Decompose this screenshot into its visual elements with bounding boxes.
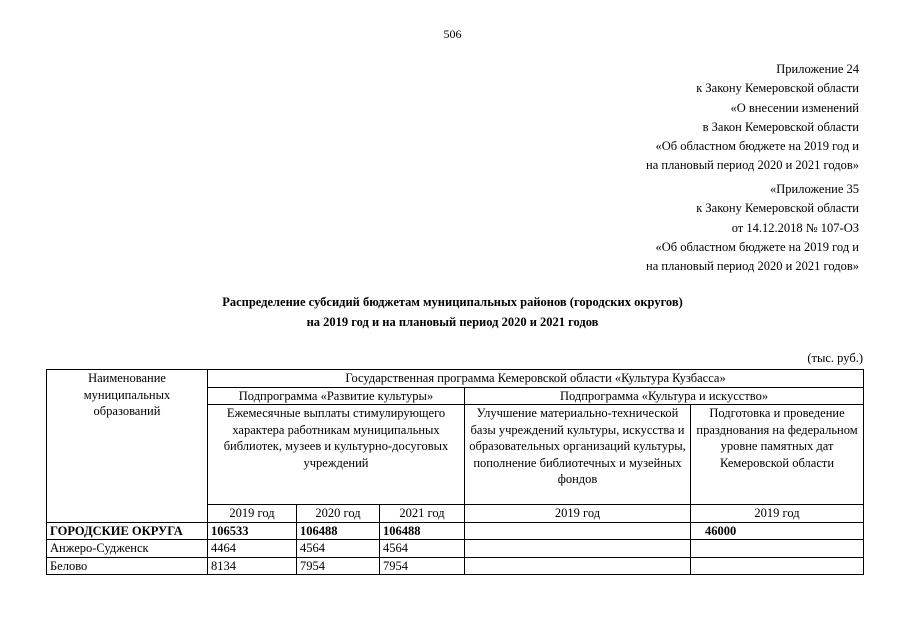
row-value-2021: 4564 <box>380 540 465 558</box>
subsidies-table <box>46 369 864 575</box>
row-value-2019: 4464 <box>208 540 297 558</box>
table-row <box>47 522 864 540</box>
title-line: на 2019 год и на плановый период 2020 и 2021 годов <box>306 315 599 329</box>
header-subprogram-development: Подпрограмма «Развитие культуры» <box>208 387 465 405</box>
row-value-material <box>465 557 691 575</box>
units-label: (тыс. руб.) <box>807 351 863 365</box>
annex-header-24 <box>559 60 859 176</box>
header-subprogram-culture-arts: Подпрограмма «Культура и искусство» <box>465 387 864 405</box>
row-value-2020: 106488 <box>297 522 380 540</box>
annex-line: «Об областном бюджете на 2019 год и <box>655 139 859 154</box>
annex-line: в Закон Кемеровской области <box>702 119 859 134</box>
header-year-2019-memorial: 2019 год <box>691 505 864 523</box>
page-number: 506 <box>443 27 462 41</box>
annex-line: к Закону Кемеровской области <box>696 81 859 96</box>
document-title <box>0 292 905 332</box>
row-value-2019: 106533 <box>208 522 297 540</box>
header-municipality-name: Наименование муниципальных образований <box>47 370 208 523</box>
header-year-2020: 2020 год <box>297 505 380 523</box>
table-row <box>47 540 864 558</box>
annex-line: на плановый период 2020 и 2021 годов» <box>646 259 859 274</box>
row-value-memorial <box>691 557 864 575</box>
annex-line: «О внесении изменений <box>730 100 859 115</box>
header-year-2021: 2021 год <box>380 505 465 523</box>
row-name: Анжеро-Судженск <box>47 540 208 558</box>
annex-line: к Закону Кемеровской области <box>696 201 859 216</box>
annex-header-35 <box>559 180 859 276</box>
annex-line: Приложение 24 <box>776 62 859 76</box>
row-value-2019: 8134 <box>208 557 297 575</box>
header-year-2019-material: 2019 год <box>465 505 691 523</box>
table-row <box>47 557 864 575</box>
header-material-base: Улучшение материально-технической базы учреждений культуры, искусства и образовательных организаций культуры, пополнение библиотечных и музейных фондов <box>465 405 691 505</box>
row-value-material <box>465 540 691 558</box>
header-year-2019: 2019 год <box>208 505 297 523</box>
row-value-2020: 4564 <box>297 540 380 558</box>
header-memorial-dates: Подготовка и проведение празднования на федеральном уровне памятных дат Кемеровской области <box>691 405 864 505</box>
row-value-2020: 7954 <box>297 557 380 575</box>
header-program: Государственная программа Кемеровской области «Культура Кузбасса» <box>208 370 864 388</box>
annex-line: «Об областном бюджете на 2019 год и <box>655 239 859 254</box>
annex-line: от 14.12.2018 № 107-ОЗ <box>731 220 859 235</box>
row-value-material <box>465 522 691 540</box>
row-value-memorial <box>691 540 864 558</box>
row-value-2021: 106488 <box>380 522 465 540</box>
row-name: ГОРОДСКИЕ ОКРУГА <box>47 522 208 540</box>
annex-line: «Приложение 35 <box>770 182 859 196</box>
title-line: Распределение субсидий бюджетам муниципальных районов (городских округов) <box>222 295 683 309</box>
header-monthly-payments: Ежемесячные выплаты стимулирующего характера работникам муниципальных библиотек, музеев и культурно-досуговых учреждений <box>208 405 465 505</box>
annex-line: на плановый период 2020 и 2021 годов» <box>646 158 859 173</box>
row-name: Белово <box>47 557 208 575</box>
row-value-memorial: 46000 <box>691 522 864 540</box>
row-value-2021: 7954 <box>380 557 465 575</box>
